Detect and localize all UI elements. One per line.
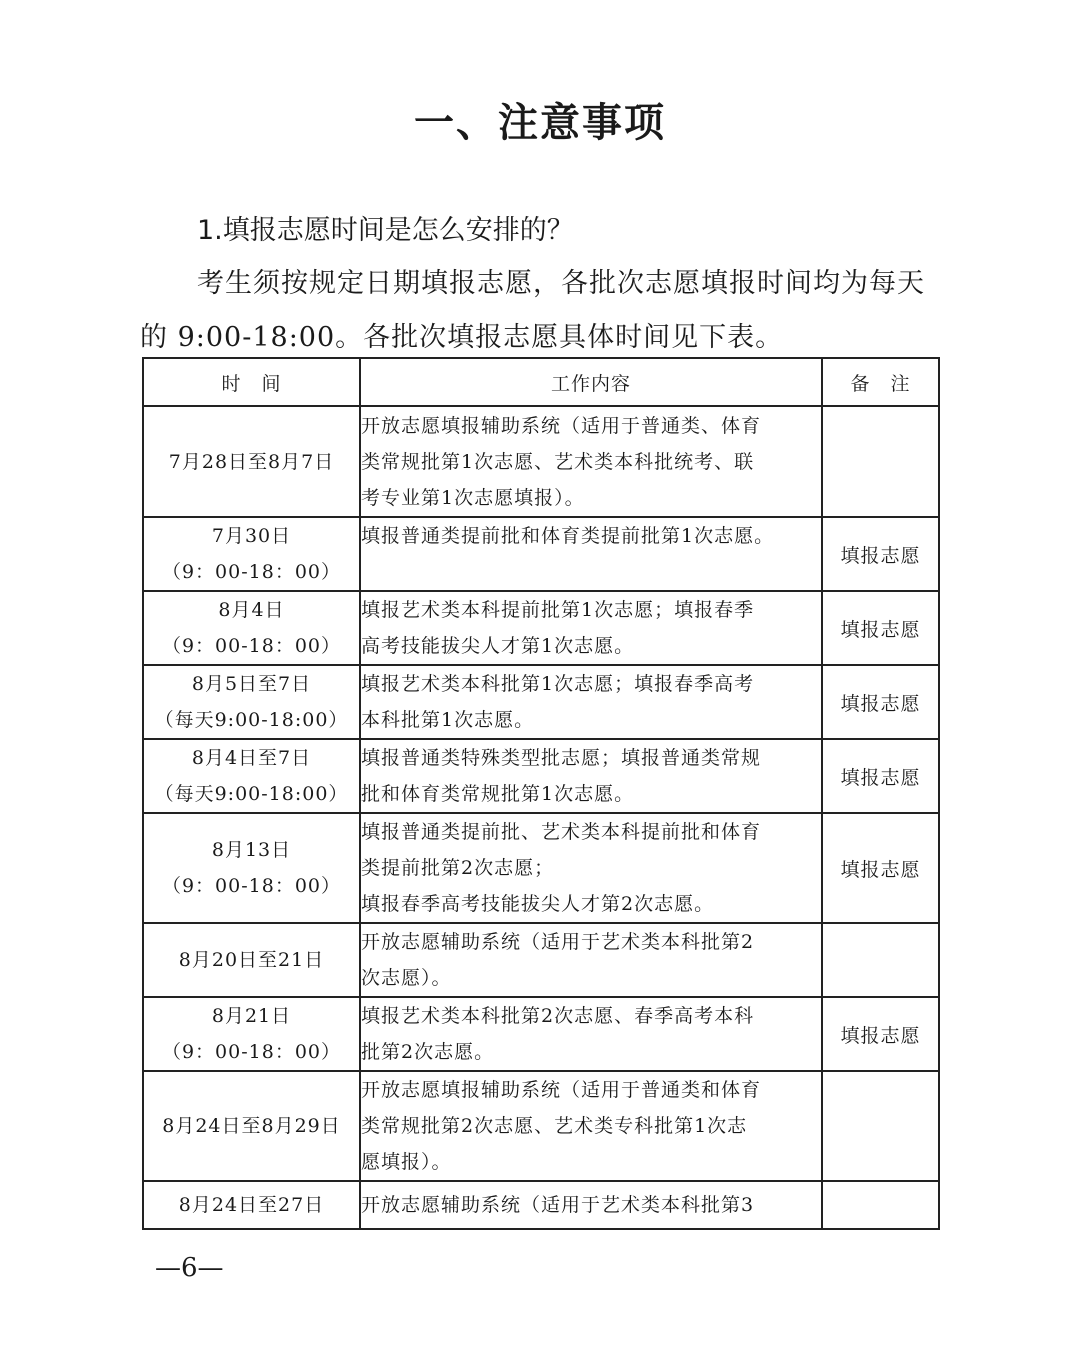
time-line: 8月4日至7日 <box>191 747 312 769</box>
content-cell <box>360 665 822 739</box>
time-line: 8月24日至8月29日 <box>162 1115 341 1137</box>
note-cell <box>822 406 939 517</box>
table-header-row <box>143 358 939 406</box>
time-cell <box>143 665 360 739</box>
table-row <box>143 591 939 665</box>
table-row <box>143 1071 939 1181</box>
content-line: 高考技能拔尖人才第1次志愿。 <box>361 635 635 657</box>
content-cell <box>360 923 822 997</box>
content-cell <box>360 591 822 665</box>
content-line: 批第2次志愿。 <box>361 1041 495 1063</box>
time-cell <box>143 1181 360 1229</box>
content-cell <box>360 997 822 1071</box>
content-line: 填报普通类提前批和体育类提前批第1次志愿。 <box>361 525 775 547</box>
content-cell <box>360 406 822 517</box>
note-cell: 填报志愿 <box>822 997 939 1071</box>
content-cell <box>360 813 822 923</box>
note-cell <box>822 1071 939 1181</box>
time-cell <box>143 1071 360 1181</box>
time-line: （9：00-18：00） <box>161 1041 342 1063</box>
header-content: 工作内容 <box>360 358 822 406</box>
section-title: 一、注意事项 <box>414 100 666 146</box>
paragraph-line-2: 的 9:00-18:00。各批次填报志愿具体时间见下表。 <box>140 322 784 353</box>
time-line: 8月5日至7日 <box>191 673 312 695</box>
content-line: 次志愿）。 <box>361 967 452 989</box>
table-row <box>143 923 939 997</box>
table-row <box>143 406 939 517</box>
content-line: 填报春季高考技能拔尖人才第2次志愿。 <box>361 893 715 915</box>
time-line: （每天9:00-18:00） <box>154 783 349 805</box>
page-number: —6— <box>155 1253 224 1283</box>
content-line: 类提前批第2次志愿； <box>361 857 555 879</box>
time-line: 7月28日至8月7日 <box>168 450 335 473</box>
table-row <box>143 665 939 739</box>
content-line: 填报艺术类本科批第2次志愿、春季高考本科 <box>361 1005 755 1027</box>
time-line: 8月21日 <box>211 1005 292 1027</box>
table-row <box>143 997 939 1071</box>
note-cell: 填报志愿 <box>822 739 939 813</box>
schedule-table <box>142 357 940 1230</box>
content-cell <box>360 1071 822 1181</box>
time-line: 7月30日 <box>211 525 292 547</box>
time-cell <box>143 997 360 1071</box>
paragraph-line-1: 考生须按规定日期填报志愿，各批次志愿填报时间均为每天 <box>197 268 925 299</box>
content-line: 开放志愿填报辅助系统（适用于普通类、体育 <box>361 414 762 437</box>
question-heading: 1.填报志愿时间是怎么安排的？ <box>197 215 574 246</box>
table-body <box>143 406 939 1229</box>
content-line: 类常规批第1次志愿、艺术类本科批统考、联 <box>361 450 755 473</box>
time-line: 8月4日 <box>218 599 285 621</box>
note-cell: 填报志愿 <box>822 591 939 665</box>
time-cell <box>143 813 360 923</box>
content-line: 本科批第1次志愿。 <box>361 709 535 731</box>
content-line: 填报普通类提前批、艺术类本科提前批和体育 <box>361 821 762 843</box>
time-cell <box>143 517 360 591</box>
note-cell <box>822 923 939 997</box>
note-cell: 填报志愿 <box>822 665 939 739</box>
time-line: （9：00-18：00） <box>161 875 342 897</box>
content-line: 填报普通类特殊类型批志愿；填报普通类常规 <box>361 747 762 769</box>
content-line: 开放志愿辅助系统（适用于艺术类本科批第2 <box>361 931 755 953</box>
content-cell <box>360 517 822 591</box>
note-cell <box>822 1181 939 1229</box>
table-row <box>143 1181 939 1229</box>
content-line: 类常规批第2次志愿、艺术类专科批第1次志 <box>361 1115 748 1137</box>
time-line: 8月24日至27日 <box>178 1194 325 1216</box>
time-line: 8月20日至21日 <box>178 949 325 971</box>
content-cell <box>360 1181 822 1229</box>
header-time: 时 间 <box>143 358 360 406</box>
time-cell <box>143 923 360 997</box>
content-line: 填报艺术类本科提前批第1次志愿；填报春季 <box>361 599 755 621</box>
time-line: （每天9:00-18:00） <box>154 709 349 731</box>
content-line: 考专业第1次志愿填报）。 <box>361 486 585 509</box>
table-row <box>143 813 939 923</box>
time-line: （9：00-18：00） <box>161 561 342 583</box>
content-line: 填报艺术类本科批第1次志愿；填报春季高考 <box>361 673 755 695</box>
table-row <box>143 517 939 591</box>
content-line: 开放志愿辅助系统（适用于艺术类本科批第3 <box>361 1194 755 1216</box>
header-note: 备 注 <box>822 358 939 406</box>
time-cell <box>143 591 360 665</box>
time-cell <box>143 406 360 517</box>
note-cell: 填报志愿 <box>822 517 939 591</box>
content-cell <box>360 739 822 813</box>
time-line: 8月13日 <box>211 839 292 861</box>
time-line: （9：00-18：00） <box>161 635 342 657</box>
note-cell: 填报志愿 <box>822 813 939 923</box>
content-line: 愿填报）。 <box>361 1151 452 1173</box>
content-line: 批和体育类常规批第1次志愿。 <box>361 783 635 805</box>
time-cell <box>143 739 360 813</box>
table-row <box>143 739 939 813</box>
content-line: 开放志愿填报辅助系统（适用于普通类和体育 <box>361 1079 762 1101</box>
